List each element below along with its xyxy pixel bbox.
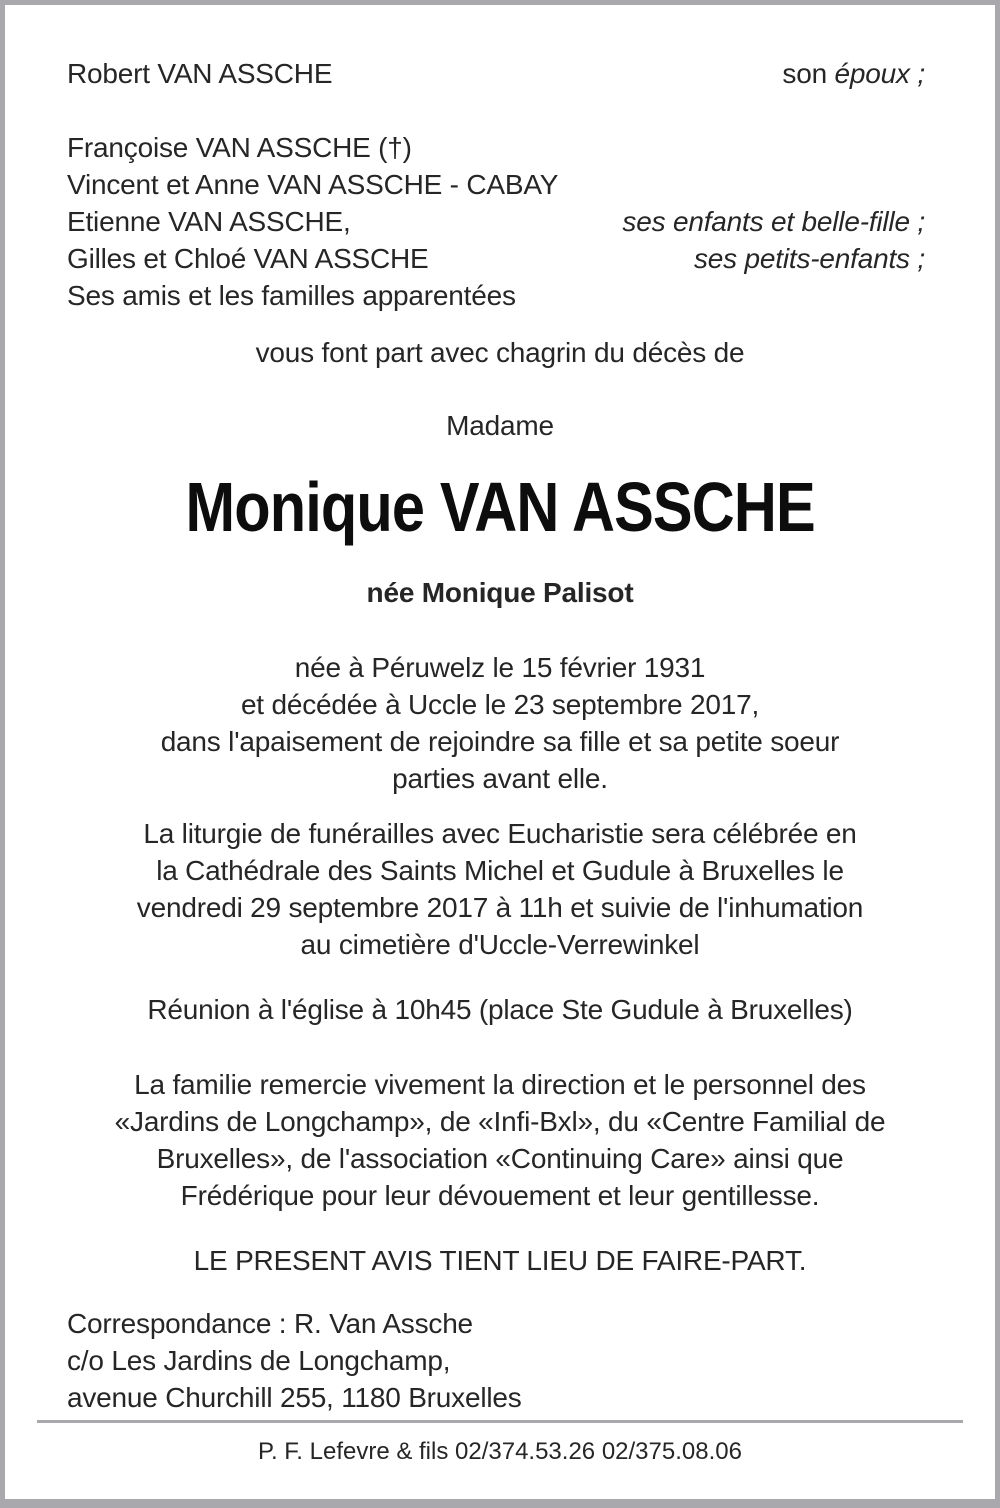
life-line: et décédée à Uccle le 23 septembre 2017, xyxy=(240,689,760,720)
header-row xyxy=(5,55,995,92)
correspondence-line: c/o Les Jardins de Longchamp, xyxy=(67,1345,451,1376)
spouse-relation xyxy=(782,55,925,92)
life-dates-paragraph xyxy=(5,649,995,797)
spouse-name: Robert VAN ASSCHE xyxy=(67,58,333,89)
family-row-grandchildren xyxy=(5,240,995,277)
horizontal-rule xyxy=(37,1420,963,1423)
relation-label: époux ; xyxy=(834,58,925,89)
family-member-grandchildren: Gilles et Chloé VAN ASSCHE xyxy=(67,243,429,274)
family-member-son-wife: Vincent et Anne VAN ASSCHE - CABAY xyxy=(67,169,559,200)
thanks-line: «Jardins de Longchamp», de «Infi-Bxl», du «Centre Familial de xyxy=(114,1106,886,1137)
correspondence-line: Correspondance : R. Van Assche xyxy=(67,1308,473,1339)
family-list xyxy=(5,129,995,314)
family-row-children xyxy=(5,203,995,240)
ceremony-line: La liturgie de funérailles avec Eucharistie sera célébrée en xyxy=(143,818,857,849)
thanks-line: Frédérique pour leur dévouement et leur gentillesse. xyxy=(180,1180,820,1211)
title-prefix: Madame xyxy=(446,410,554,441)
ceremony-line: au cimetière d'Uccle-Verrewinkel xyxy=(300,929,700,960)
thanks-paragraph xyxy=(5,1066,995,1214)
life-line: née à Péruwelz le 15 février 1931 xyxy=(294,652,706,683)
deceased-name-wrap xyxy=(5,452,995,562)
ceremony-line: vendredi 29 septembre 2017 à 11h et suivie de l'inhumation xyxy=(136,892,864,923)
relation-prefix: son xyxy=(782,58,827,89)
legal-notice: LE PRESENT AVIS TIENT LIEU DE FAIRE-PART. xyxy=(193,1245,807,1276)
funeral-home-footer: P. F. Lefevre & fils 02/374.53.26 02/375.08.06 xyxy=(258,1438,742,1465)
deceased-name: Monique VAN ASSCHE xyxy=(185,468,815,546)
correspondence-block xyxy=(5,1305,995,1416)
family-member-daughter: Françoise VAN ASSCHE (†) xyxy=(67,132,412,163)
life-line: parties avant elle. xyxy=(392,763,608,794)
family-closing: Ses amis et les familles apparentées xyxy=(67,280,516,311)
thanks-line: La familie remercie vivement la direction et le personnel des xyxy=(134,1069,866,1100)
ceremony-paragraph xyxy=(5,815,995,963)
correspondence-line: avenue Churchill 255, 1180 Bruxelles xyxy=(67,1382,522,1413)
life-line: dans l'apaisement de rejoindre sa fille et sa petite soeur xyxy=(160,726,840,757)
thanks-line: Bruxelles», de l'association «Continuing Care» ainsi que xyxy=(156,1143,844,1174)
relation-grandchildren-label: ses petits-enfants ; xyxy=(693,243,925,274)
family-member-son: Etienne VAN ASSCHE, xyxy=(67,206,351,237)
meeting-info: Réunion à l'église à 10h45 (place Ste Gudule à Bruxelles) xyxy=(147,994,853,1025)
ceremony-line: la Cathédrale des Saints Michel et Gudule à Bruxelles le xyxy=(156,855,844,886)
maiden-name: née Monique Palisot xyxy=(366,577,634,608)
announcement-sentence: vous font part avec chagrin du décès de xyxy=(255,337,745,368)
relation-children-label: ses enfants et belle-fille ; xyxy=(622,206,925,237)
